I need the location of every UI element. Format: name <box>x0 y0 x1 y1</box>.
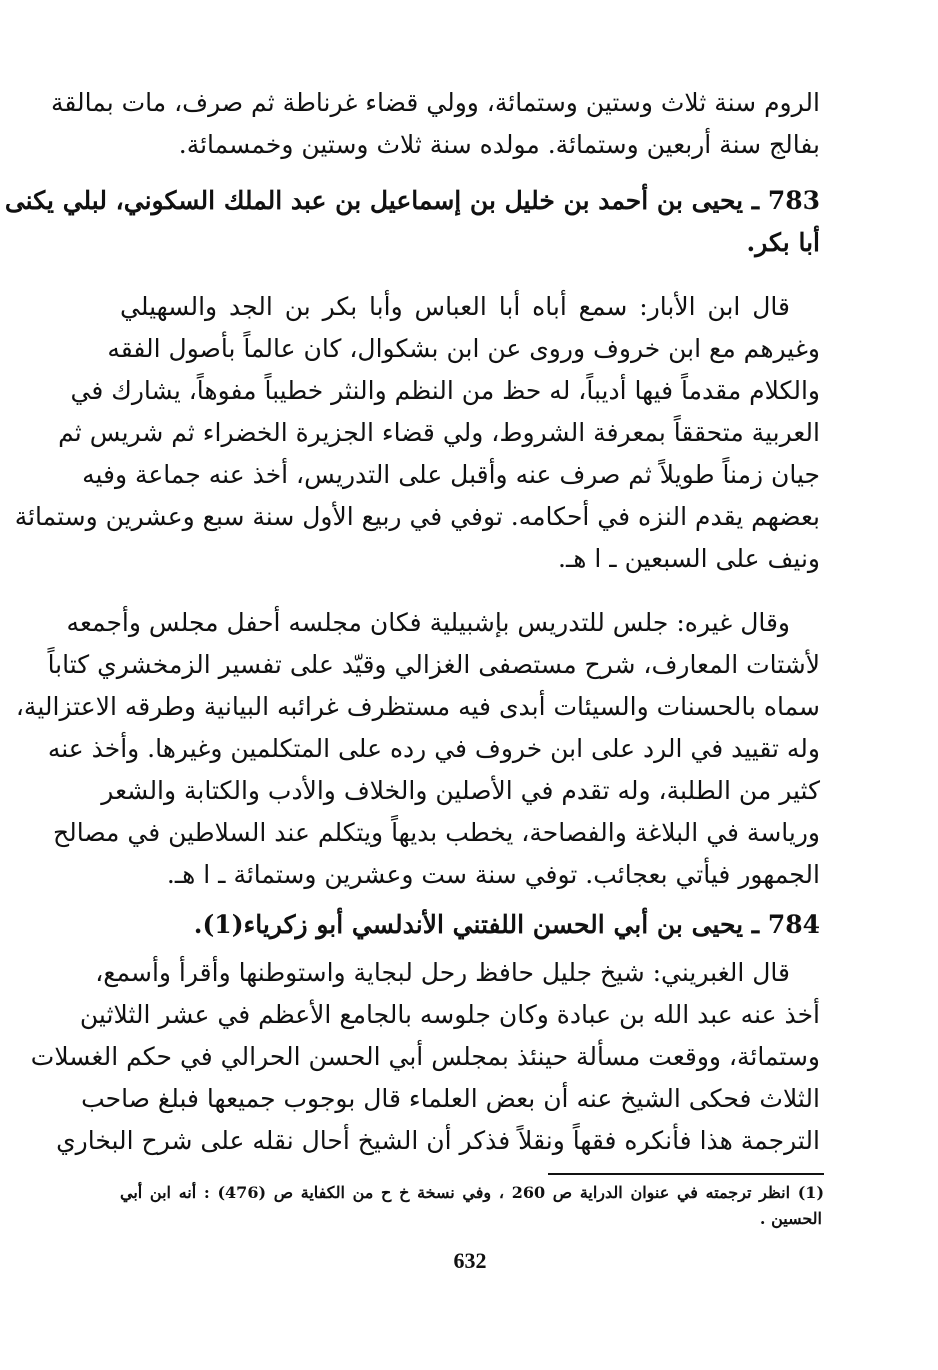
text-line: لأشتات المعارف، شرح مستصفى الغزالي وقيّد على تفسير الزمخشري كتاباً <box>47 650 820 679</box>
footnotes <box>120 1180 824 1232</box>
text-line: وغيرهم مع ابن خروف وروى عن ابن بشكوال، كان عالماً بأصول الفقه <box>107 334 820 363</box>
heading-line: 783 ـ يحيى بن أحمد بن خليل بن إسماعيل بن عبد الملك السكوني، لبلي يكنى <box>4 186 820 215</box>
heading-line: أبا بكر. <box>746 228 820 257</box>
footnote-line: الحسين . <box>759 1209 822 1228</box>
page-number: 632 <box>453 1248 487 1273</box>
text-line: قال ابن الأبار: سمع أباه أبا العباس وأبا بكر بن الجد والسهيلي <box>120 292 790 321</box>
text-line: سماه بالحسنات والسيئات أبدى فيه مستظرف غرائبه البيانية وطرقه الاعتزالية، <box>15 692 820 721</box>
intro-paragraph <box>50 82 820 166</box>
entry-783-paragraph-2 <box>15 602 820 896</box>
entry-783-heading <box>4 180 820 264</box>
text-line: والكلام مقدماً فيها أديباً، له حظ من النظم والنثر خطيباً مفوهاً، يشارك في <box>70 376 820 405</box>
text-line: ونيف على السبعين ـ ا هـ. <box>558 544 820 573</box>
footnote-line: (1) انظر ترجمته في عنوان الدراية ص 260 ، وفي نسخة خ ح من الكفاية ص (476) : أنه ابن أبي <box>120 1183 825 1202</box>
footnote-separator <box>548 1173 824 1175</box>
text-line: قال الغبريني: شيخ جليل حافظ رحل لبجاية واستوطنها وأقرأ وأسمع، <box>95 958 790 987</box>
page-body <box>4 82 820 1162</box>
text-line: جيان زمناً طويلاً ثم صرف عنه وأقبل على التدريس، أخذ عنه جماعة وفيه <box>82 460 820 489</box>
text-line: الروم سنة ثلاث وستين وستمائة، وولي قضاء غرناطة ثم صرف، مات بمالقة <box>50 88 820 117</box>
text-line: كثير من الطلبة، وله تقدم في الأصلين والخلاف والأدب والكتابة والشعر <box>101 776 820 805</box>
entry-784-heading <box>120 904 820 946</box>
text-line: العربية متحققاً بمعرفة الشروط، ولي قضاء الجزيرة الخضراء ثم شريس ثم <box>58 418 820 447</box>
text-line: الجمهور فيأتي بعجائب. توفي سنة ست وعشرين وستمائة ـ ا هـ. <box>166 860 820 889</box>
text-line: بفالج سنة أربعين وستمائة. مولده سنة ثلاث وستين وخمسمائة. <box>178 130 820 159</box>
text-line: الترجمة هذا فأنكره فقهاً ونقلاً فذكر أن الشيخ أحال نقله على شرح البخاري <box>56 1126 820 1155</box>
text-line: وقال غيره: جلس للتدريس بإشبيلية فكان مجلسه أحفل مجلس وأجمعه <box>66 608 790 637</box>
text-line: بعضهم يقدم النزه في أحكامه. توفي في ربيع الأول سنة سبع وعشرين وستمائة <box>14 502 820 531</box>
heading-line: 784 ـ يحيى بن أبي الحسن اللفتني الأندلسي أبو زكرياء(1). <box>193 910 820 939</box>
text-line: أخذ عنه عبد الله بن عبادة وكان جلوسه بالجامع الأعظم في عشر الثلاثين <box>79 1000 820 1029</box>
text-line: ورياسة في البلاغة والفصاحة، يخطب بديهاً ويتكلم عند السلاطين في مصالح <box>52 818 820 847</box>
entry-784-paragraph-1 <box>30 952 820 1162</box>
text-line: الثلاث فحكى الشيخ عنه أن بعض العلماء قال بوجوب جميعها فبلغ صاحب <box>81 1084 820 1113</box>
entry-783-paragraph-1 <box>14 286 820 580</box>
text-line: وستمائة، ووقعت مسألة حينئذ بمجلس أبي الحسن الحرالي في حكم الغسلات <box>30 1042 820 1071</box>
text-line: وله تقييد في الرد على ابن خروف في رده على المتكلمين وغيرها. وأخذ عنه <box>47 734 820 763</box>
